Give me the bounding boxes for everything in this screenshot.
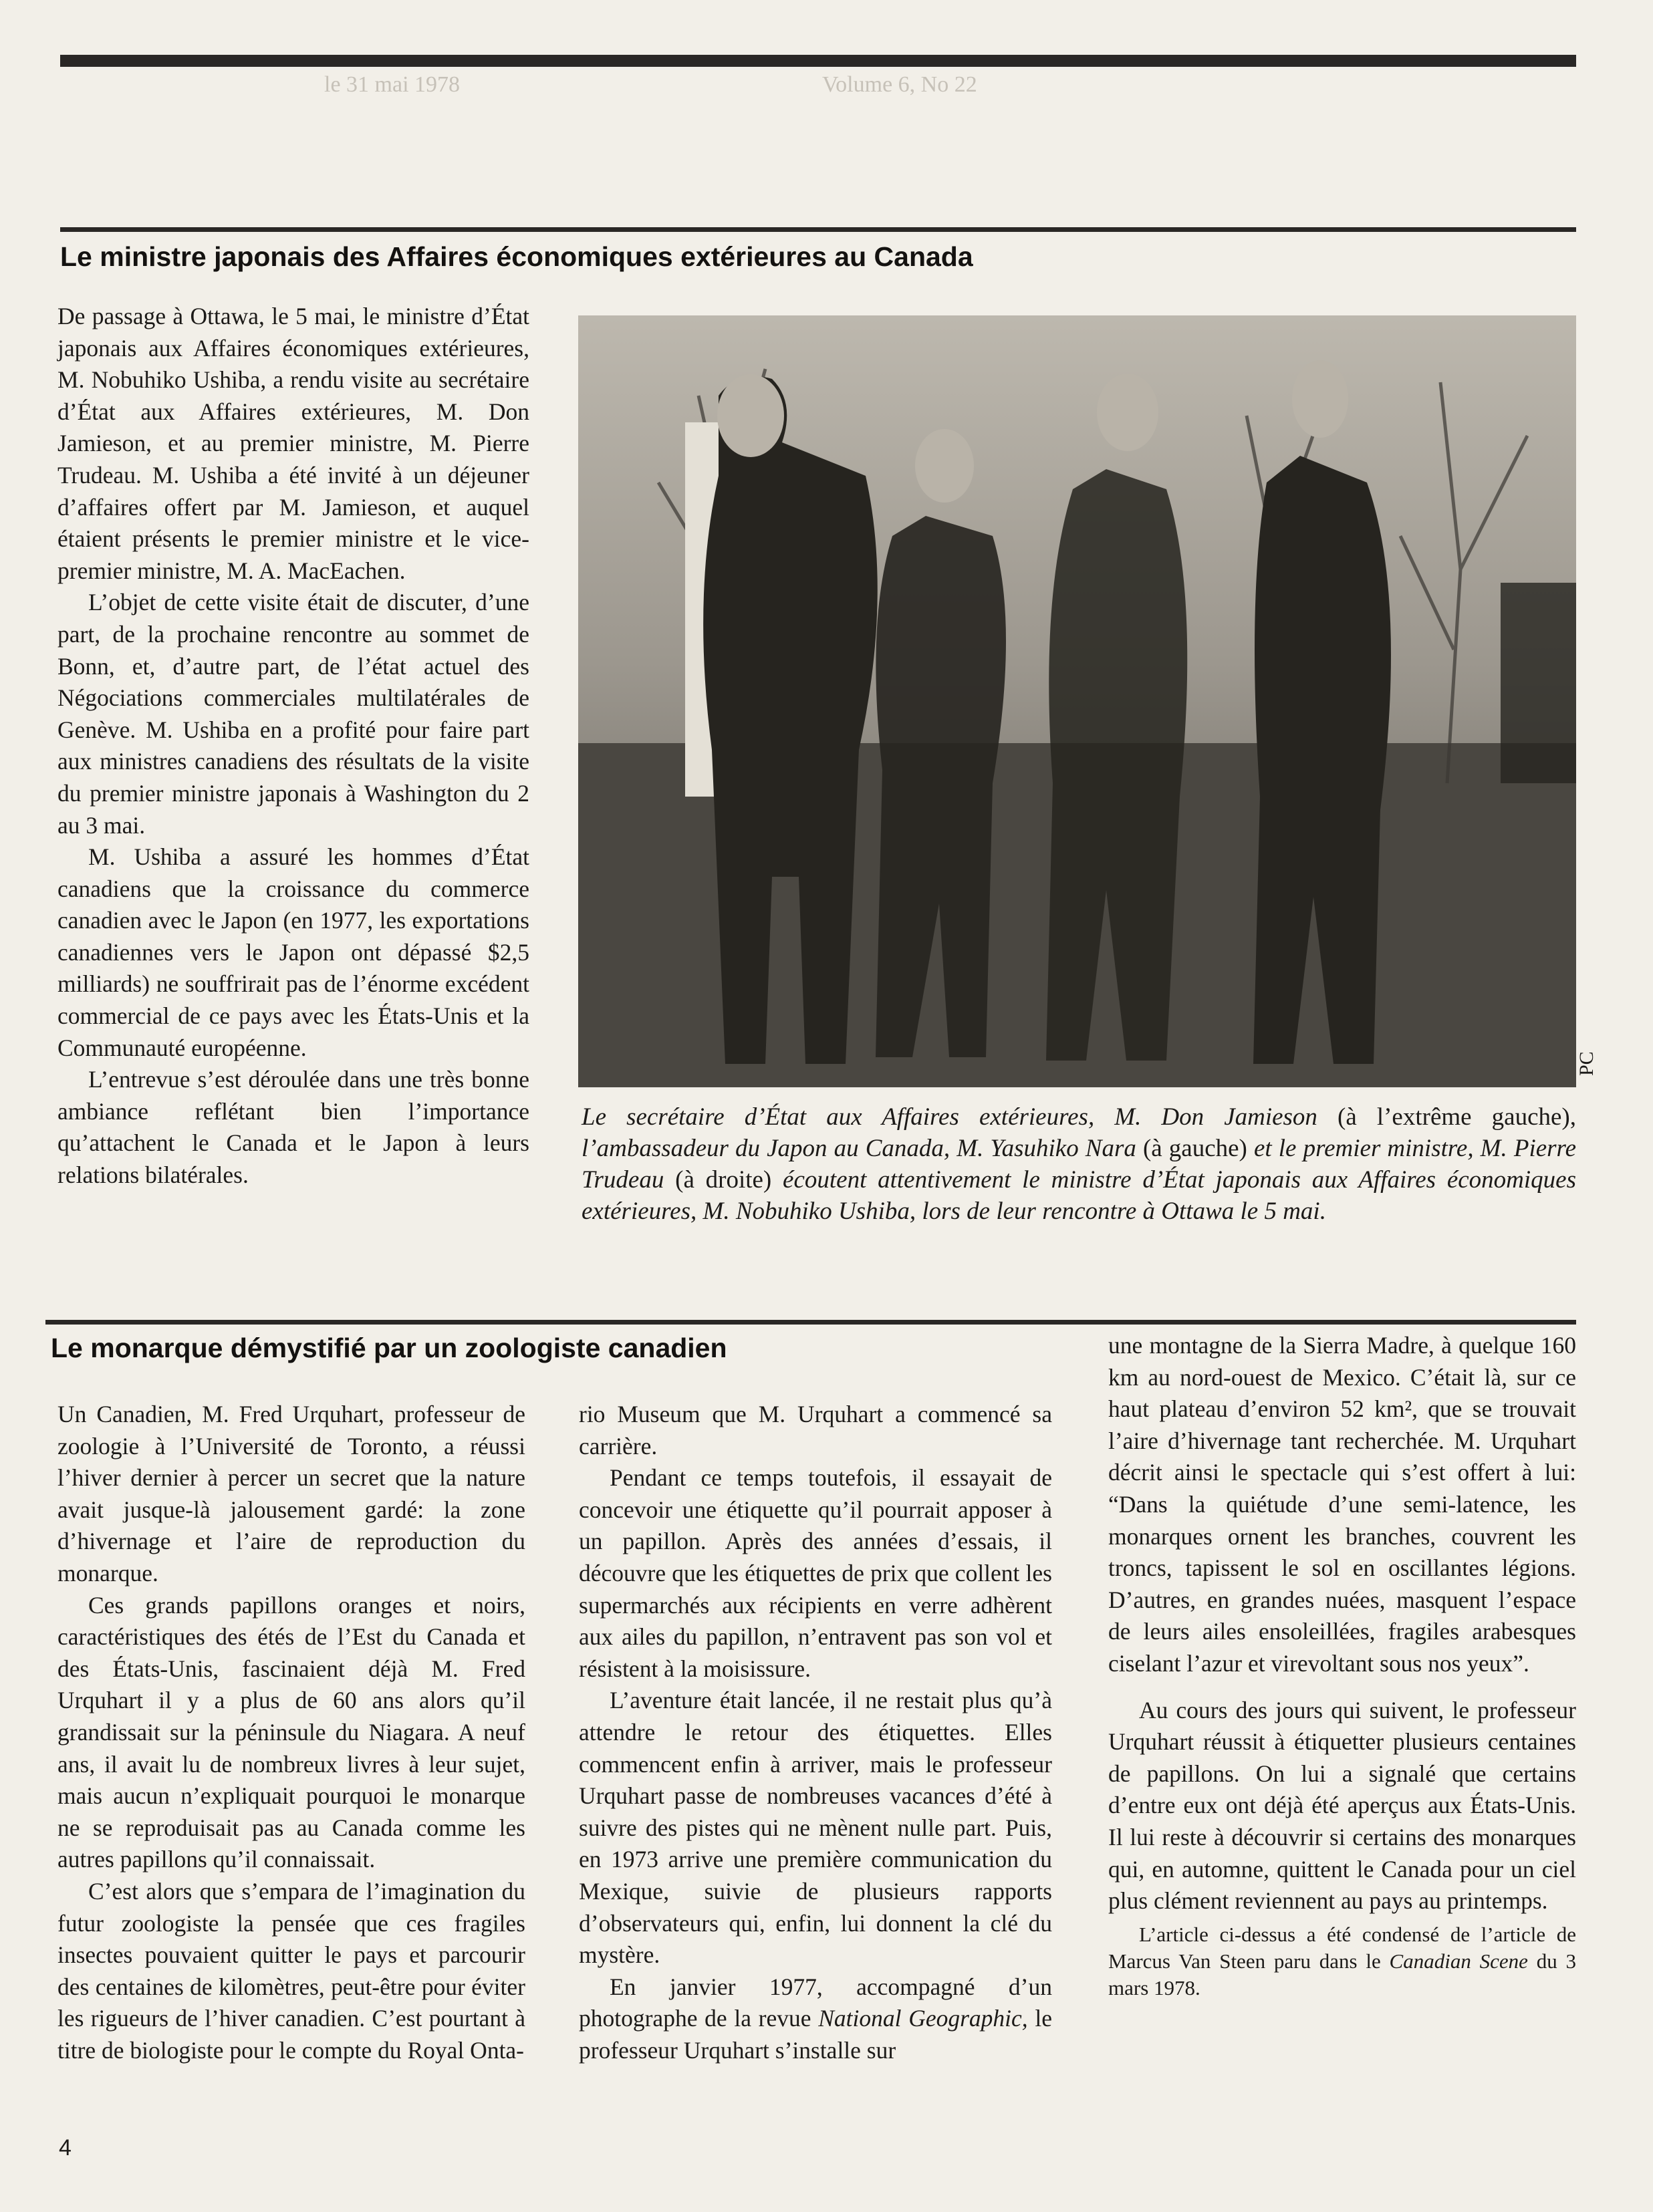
paragraph: Pendant ce temps toutefois, il essayait de concevoir une étiquette qu’il pourrait apposer à un papillon. Après des années d’essais, il découvre que les étiquettes de prix que collent les supermarchés aux récipients en verre adhèrent aux ailes du papillon, n’entravent pas son vol et résistent à la moisissure. (579, 1464, 1052, 1682)
article-column (57, 1399, 525, 2066)
caption-text: l’ambassadeur du Japon au Canada, M. Yasuhiko Nara (582, 1135, 1136, 1162)
paragraph: L’aventure était lancée, il ne restait plus qu’à attendre le retour des étiquettes. Elles commencent enfin à arriver, mais le professeur Urquhart passe de nombreuses vacances d’été à suivre des pistes qui ne mènent nulle part. Puis, en 1973 arrive une première communication du Mexique, suivie de plusieurs rapports d’observateurs qui, enfin, lui donnent la clé du mystère. (579, 1687, 1052, 1969)
paragraph: De passage à Ottawa, le 5 mai, le ministre d’État japonais aux Affaires économiques extérieures, M. Nobuhiko Ushiba, a rendu visite au secrétaire d’État aux Affaires extérieures, M. Don Jamieson, et au premier ministre, M. Pierre Trudeau. M. Ushiba a été invité à un déjeuner d’affaires offert par M. Jamieson, et auquel étaient présents le premier ministre et le vice-premier ministre, M. A. MacEachen. (57, 303, 529, 584)
paragraph: Au cours des jours qui suivent, le professeur Urquhart réussit à étiquetter plusieurs centaines de papillons. On lui a signalé que certains d’entre eux ont déjà été aperçus aux États-Unis. Il lui reste à découvrir si certains des monarques qui, en automne, quittent le Canada pour un ciel plus clément reviennent au pays au printemps. (1108, 1696, 1576, 1915)
caption-text: (à gauche) (1142, 1135, 1247, 1162)
paragraph: L’entrevue s’est déroulée dans une très bonne ambiance reflétant bien l’importance qu’attachent le Canada et le Japon à leurs relations bilatérales. (57, 1066, 529, 1189)
text-run: le professeur Urquhart s’installe sur (579, 2005, 1052, 2064)
bleed-through-date: le 31 mai 1978 (324, 72, 461, 97)
page-number: 4 (59, 2135, 72, 2161)
article-column (579, 1399, 1052, 2066)
paragraph: L’objet de cette visite était de discuter, d’une part, de la prochaine rencontre au sommet de Bonn, et, d’autre part, de l’état actuel des Négociations commerciales multilatérales de Genève. M. Ushiba en a profité pour faire part aux ministres canadiens des résultats de la visite du premier ministre japonais à Washington du 2 au 3 mai. (57, 589, 529, 839)
paragraph: C’est alors que s’empara de l’imagination du futur zoologiste la pensée que ces fragiles insectes pouvaient quitter le pays et parcourir des centaines de kilomètres, peut-être pour éviter les rigueurs de l’hiver canadien. C’est pourtant à titre de biologiste pour le compte du Royal Onta- (57, 1877, 525, 2064)
paragraph: M. Ushiba a assuré les hommes d’État canadiens que la croissance du commerce canadien avec le Japon (en 1977, les exportations canadiennes vers le Japon ont dépassé $2,5 milliards) ne souffrirait pas de l’énorme excédent commercial de ce pays avec les États-Unis et la Communauté européenne. (57, 843, 529, 1061)
caption-text: (à droite) (675, 1166, 772, 1194)
article-column (57, 301, 529, 1192)
news-photo (578, 315, 1576, 1087)
article-column (1108, 1330, 1576, 2001)
publication-title: National Geographic, (818, 2005, 1028, 2032)
paragraph: une montagne de la Sierra Madre, à quelque 160 km au nord-ouest de Mexico. C’était là, sur ce haut plateau d’environ 52 km², que se trouvait l’aire d’hivernage tant recherchée. M. Urquhart décrit ainsi le spectacle qui s’est offert à lui: “Dans la quiétude d’une semi-latence, les monarques ornent les branches, couvrent les troncs, tapissent le sol en oscillantes légions. D’autres, en grandes nuées, masquent l’espace de leurs ailes ensoleillées, fragiles arabesques ciselant l’azur et virevoltant sous nos yeux”. (1108, 1332, 1576, 1677)
section-rule (45, 1320, 1576, 1325)
paragraph: Ces grands papillons oranges et noirs, caractéristiques des étés de l’Est du Canada et des États-Unis, fascinaient déjà M. Fred Urquhart il y a plus de 60 ans alors qu’il grandissait sur la péninsule du Niagara. A neuf ans, il avait lu de nombreux livres à leur sujet, mais aucun n’expliquait pourquoi le monarque ne se reproduisait pas au Canada comme les autres papillons qu’il connaissait. (57, 1591, 525, 1873)
text-run: du 3 mars 1978. (1108, 1949, 1577, 1999)
article-headline: Le ministre japonais des Affaires économiques extérieures au Canada (60, 241, 973, 272)
caption-text: écoutent attentivement le ministre d’État japonais aux Affaires économiques extérieures, M. Nobuhiko Ushiba, lors de leur rencontre à Ottawa le 5 mai. (582, 1166, 1577, 1225)
caption-text: (à l’extrême gauche), (1338, 1103, 1576, 1131)
paragraph (579, 1971, 1052, 2067)
top-rule (60, 55, 1576, 67)
source-note (1108, 1921, 1576, 2001)
photo-credit: PC (1575, 1051, 1598, 1076)
caption-text: et le premier ministre, M. Pierre Trudeau (582, 1135, 1576, 1194)
caption-text: Le secrétaire d’État aux Affaires extérieures, M. Don Jamieson (582, 1103, 1317, 1131)
article-headline: Le monarque démystifié par un zoologiste canadien (51, 1333, 727, 1363)
text-run: L’article ci-dessus a été condensé de l’article de Marcus Van Steen paru dans le (1108, 1922, 1576, 1973)
section-rule (60, 227, 1576, 232)
paragraph: rio Museum que M. Urquhart a commencé sa carrière. (579, 1401, 1052, 1460)
photo-caption (582, 1101, 1576, 1227)
bleed-through-volume: Volume 6, No 22 (822, 72, 977, 97)
publication-title: Canadian Scene (1389, 1949, 1528, 1973)
paragraph: Un Canadien, M. Fred Urquhart, professeur de zoologie à l’Université de Toronto, a réussi l’hiver dernier à percer un secret que la nature avait jusque-là jalousement gardé: la zone d’hivernage et l’aire de reproduction du monarque. (57, 1401, 525, 1586)
text-run: En janvier 1977, accompagné d’un photographe de la revue (579, 1973, 1052, 2032)
